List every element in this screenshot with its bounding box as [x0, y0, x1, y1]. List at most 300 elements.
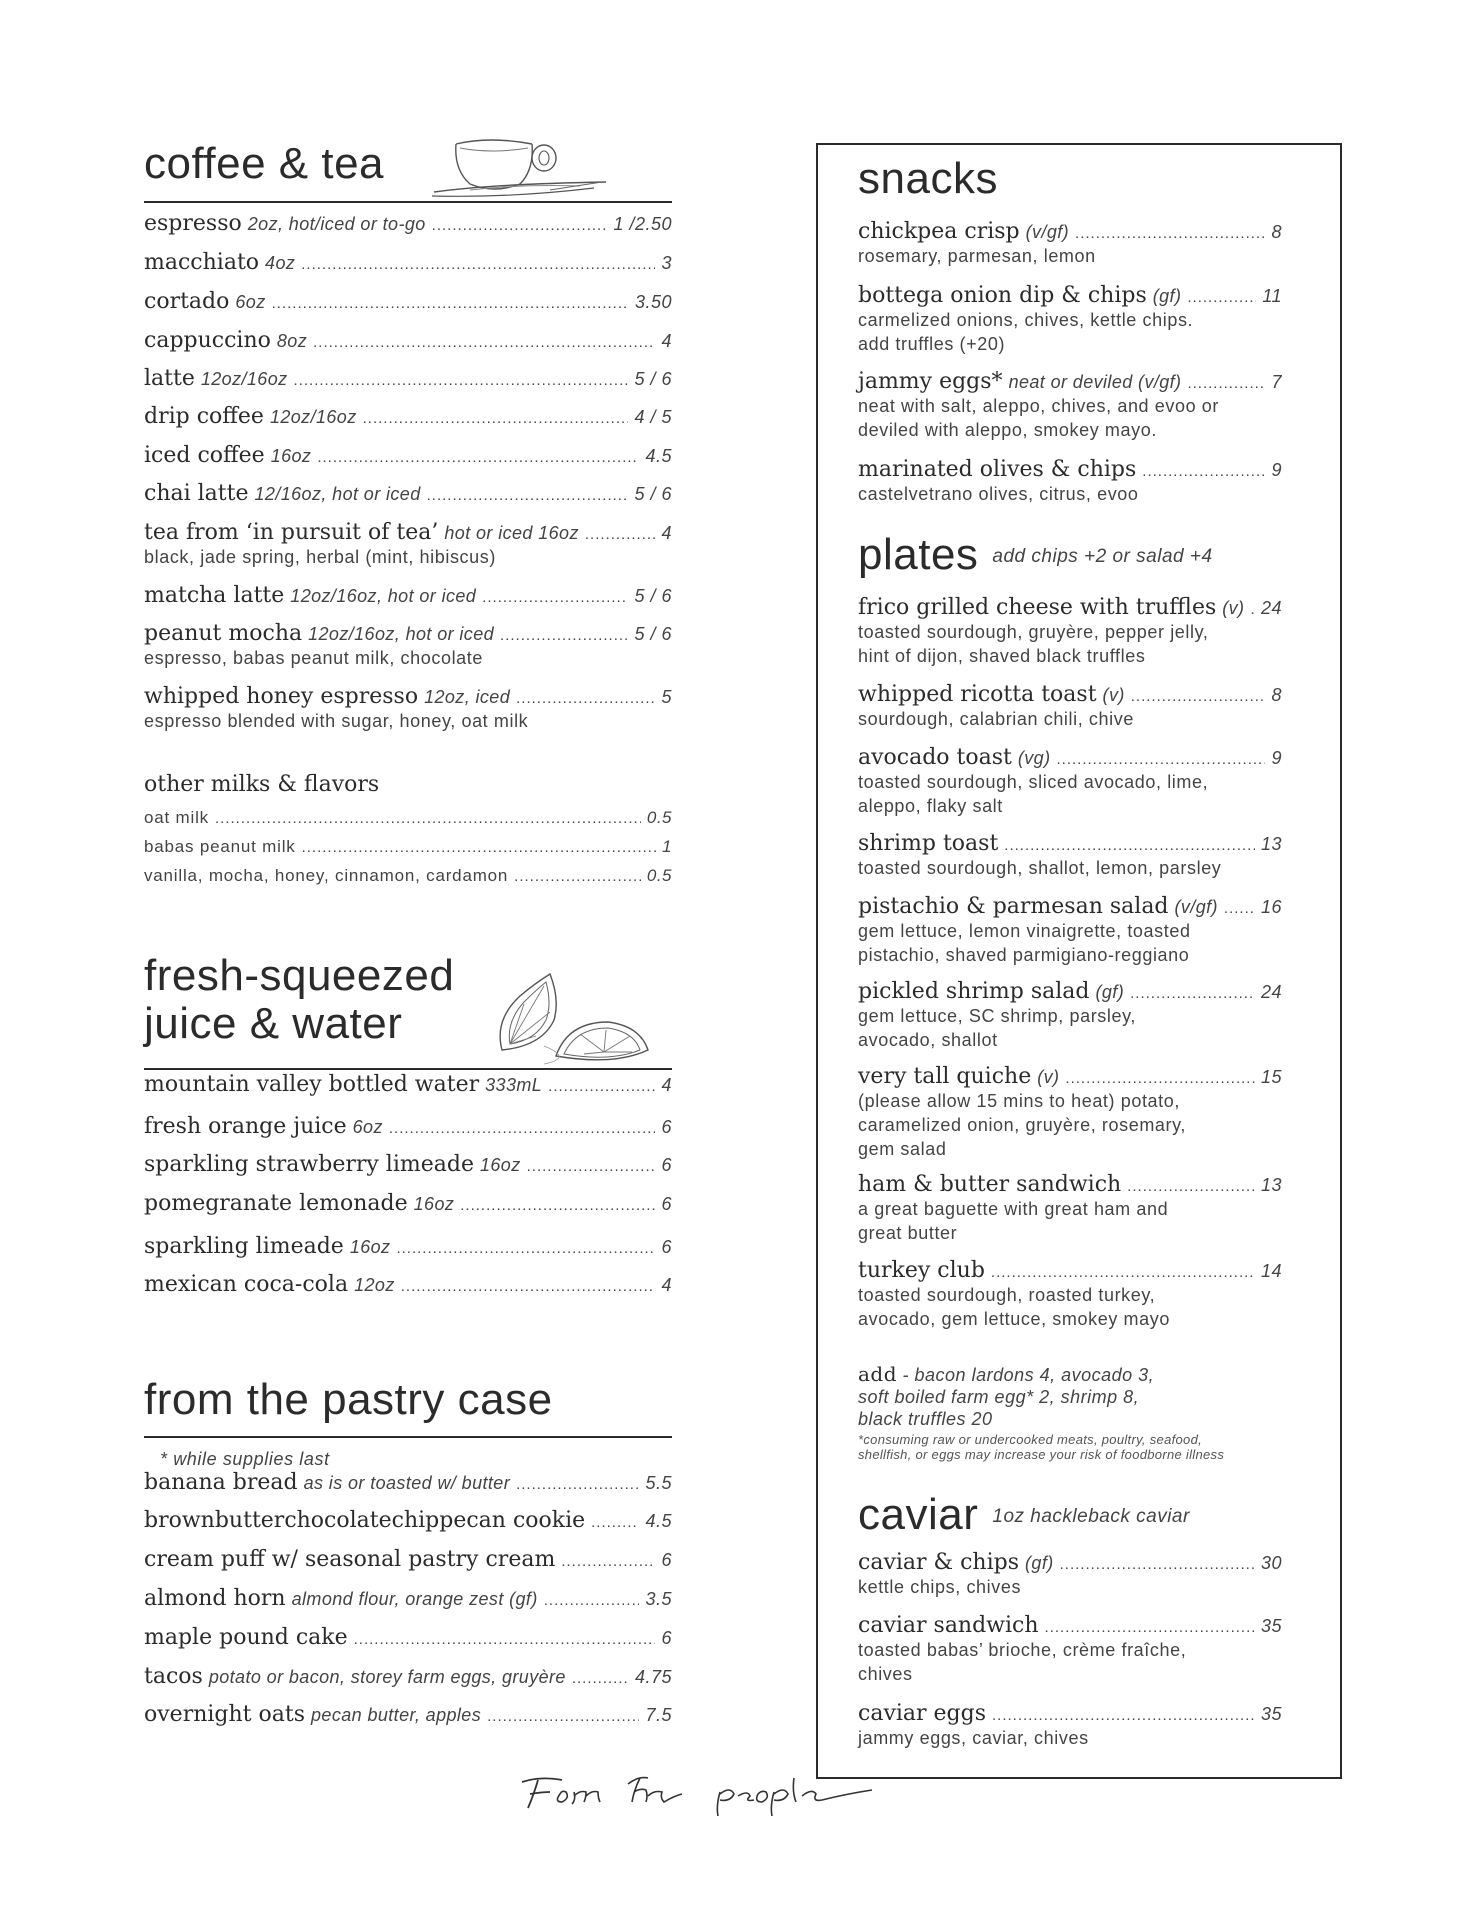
- item-price: 6: [661, 1237, 672, 1257]
- menu-item: [144, 1586, 672, 1611]
- item-note: 16oz: [479, 1155, 521, 1175]
- item-description: caramelized onion, gruyère, rosemary,: [858, 1115, 1186, 1135]
- dot-leader: [1060, 1556, 1255, 1573]
- dot-leader: [396, 1240, 655, 1257]
- item-row: [858, 979, 1282, 1004]
- dot-leader: [591, 1514, 639, 1531]
- dot-leader: [389, 1120, 656, 1137]
- item-row: [144, 1234, 672, 1259]
- menu-item: [144, 1152, 672, 1177]
- dot-leader: [302, 839, 656, 856]
- item-price: 3.50: [634, 292, 672, 312]
- menu-item: [858, 595, 1282, 668]
- coffee-tea-title: coffee & tea: [144, 139, 385, 188]
- dot-leader: [1130, 985, 1255, 1002]
- item-name: macchiato: [144, 250, 260, 275]
- dot-leader: [317, 449, 639, 466]
- item-description: toasted babas’ brioche, crème fraîche,: [858, 1640, 1187, 1660]
- menu-item: [858, 457, 1282, 506]
- menu-item: [144, 837, 672, 857]
- signature-image: [516, 1768, 976, 1818]
- item-row: [144, 866, 672, 886]
- item-price: 5 / 6: [634, 586, 672, 606]
- dot-leader: [294, 372, 629, 389]
- item-description: deviled with aleppo, smokey mayo.: [858, 420, 1157, 440]
- item-name: tea from ‘in pursuit of tea’: [144, 520, 439, 545]
- juice-rule: [144, 1068, 672, 1070]
- item-note: 12oz/16oz, hot or iced: [308, 624, 495, 644]
- menu-item: [144, 1272, 672, 1297]
- item-name: whipped honey espresso: [144, 684, 419, 709]
- item-description: carmelized onions, chives, kettle chips.: [858, 310, 1194, 330]
- menu-item: [858, 283, 1282, 356]
- other-milks-title: other milks & flavors: [144, 772, 380, 797]
- item-name: bottega onion dip & chips: [858, 283, 1147, 308]
- dot-leader: [514, 868, 641, 885]
- item-row: [144, 211, 672, 236]
- menu-item: [858, 369, 1282, 442]
- item-price: 13: [1260, 834, 1282, 854]
- dot-leader: [500, 627, 628, 644]
- item-row: [144, 1152, 672, 1177]
- item-name: avocado toast: [858, 745, 1012, 770]
- item-price: 6: [661, 1550, 672, 1570]
- dot-leader: [401, 1278, 656, 1295]
- item-description: add truffles (+20): [858, 334, 1006, 354]
- item-name: chai latte: [144, 481, 249, 506]
- dot-leader: [1127, 1178, 1255, 1195]
- item-name: whipped ricotta toast: [858, 682, 1097, 707]
- item-description: great butter: [858, 1223, 958, 1243]
- item-note: 12oz, iced: [424, 687, 511, 707]
- item-name: turkey club: [858, 1258, 985, 1283]
- dot-leader: [572, 1670, 629, 1687]
- item-name: jammy eggs*: [858, 369, 1003, 394]
- menu-item: [858, 1550, 1282, 1599]
- item-name: espresso: [144, 211, 242, 236]
- item-note: 4oz: [265, 253, 296, 273]
- snacks-title: snacks: [858, 154, 998, 203]
- item-row: [858, 1172, 1282, 1197]
- item-price: 0.5: [646, 808, 672, 827]
- item-note: 12oz/16oz: [269, 407, 357, 427]
- menu-item: [858, 1613, 1282, 1686]
- item-description: (please allow 15 mins to heat) potato,: [858, 1091, 1180, 1111]
- dot-leader: [561, 1553, 655, 1570]
- menu-item: [144, 1508, 672, 1533]
- dot-leader: [1224, 900, 1255, 917]
- dot-leader: [215, 810, 641, 827]
- item-price: 5.5: [645, 1473, 672, 1493]
- disclaimer-line2: shellfish, or eggs may increase your risk of foodborne illness: [858, 1447, 1225, 1462]
- item-row: [144, 404, 672, 429]
- item-note: 16oz: [270, 446, 312, 466]
- juice-title-line1: fresh-squeezed: [144, 951, 455, 1000]
- item-name: brownbutterchocolatechippecan cookie: [144, 1508, 586, 1533]
- add-ons-block: [858, 1363, 1298, 1462]
- item-description: avocado, gem lettuce, smokey mayo: [858, 1309, 1170, 1329]
- item-name: very tall quiche: [858, 1064, 1032, 1089]
- dot-leader: [482, 589, 628, 606]
- item-description: castelvetrano olives, citrus, evoo: [858, 484, 1139, 504]
- item-price: 4: [661, 1075, 672, 1095]
- item-description: toasted sourdough, gruyère, pepper jelly,: [858, 622, 1209, 642]
- item-description: kettle chips, chives: [858, 1577, 1022, 1597]
- item-price: 4: [661, 331, 672, 351]
- menu-item: [144, 866, 672, 886]
- menu-item: [144, 1234, 672, 1259]
- item-row: [144, 1072, 672, 1097]
- menu-item: [858, 219, 1282, 268]
- item-row: [858, 1613, 1282, 1638]
- add-ons-line2: soft boiled farm egg* 2, shrimp 8,: [858, 1387, 1140, 1407]
- dot-leader: [1187, 375, 1265, 392]
- caviar-title-text: caviar: [858, 1490, 979, 1539]
- item-note: 12oz/16oz, hot or iced: [290, 586, 477, 606]
- item-name: pomegranate lemonade: [144, 1191, 408, 1216]
- item-note: (gf): [1152, 286, 1182, 306]
- menu-item: [144, 520, 672, 569]
- item-price: 4.5: [645, 1511, 672, 1531]
- item-note: hot or iced 16oz: [444, 523, 579, 543]
- item-row: [144, 1702, 672, 1727]
- item-price: 30: [1260, 1553, 1282, 1573]
- item-description: toasted sourdough, roasted turkey,: [858, 1285, 1156, 1305]
- dot-leader: [427, 487, 629, 504]
- food-menu-box: [816, 143, 1342, 1779]
- item-price: 1: [662, 837, 672, 856]
- pastry-title: from the pastry case: [144, 1375, 553, 1424]
- dot-leader: [363, 410, 629, 427]
- dot-leader: [1004, 837, 1255, 854]
- item-name: cream puff w/ seasonal pastry cream: [144, 1547, 556, 1572]
- orange-slices-sketch-icon: [484, 966, 654, 1066]
- plates-title-text: plates: [858, 530, 979, 579]
- add-ons-line1: [858, 1363, 1298, 1386]
- item-note: 16oz: [349, 1237, 391, 1257]
- dot-leader: [487, 1708, 639, 1725]
- item-name: cappuccino: [144, 328, 271, 353]
- item-row: [144, 366, 672, 391]
- item-note: pecan butter, apples: [311, 1705, 482, 1725]
- item-name: sparkling strawberry limeade: [144, 1152, 474, 1177]
- item-description: espresso blended with sugar, honey, oat milk: [144, 711, 529, 731]
- item-name: shrimp toast: [858, 831, 999, 856]
- item-description: sourdough, calabrian chili, chive: [858, 709, 1134, 729]
- menu-item: [144, 481, 672, 506]
- menu-item: [858, 682, 1282, 731]
- item-name: overnight oats: [144, 1702, 305, 1727]
- item-name: marinated olives & chips: [858, 457, 1137, 482]
- item-description: gem lettuce, SC shrimp, parsley,: [858, 1006, 1136, 1026]
- item-row: [858, 219, 1282, 244]
- dot-leader: [1057, 751, 1266, 768]
- item-row: [144, 583, 672, 608]
- item-name: fresh orange juice: [144, 1114, 347, 1139]
- menu-item: [144, 1072, 672, 1097]
- menu-item: [858, 831, 1282, 880]
- item-name: cortado: [144, 289, 230, 314]
- item-description: jammy eggs, caviar, chives: [858, 1728, 1089, 1748]
- dot-leader: [301, 256, 655, 273]
- item-row: [144, 520, 672, 545]
- item-price: 3.5: [645, 1589, 672, 1609]
- menu-item: [144, 1702, 672, 1727]
- item-description: neat with salt, aleppo, chives, and evoo or: [858, 396, 1220, 416]
- juice-title-line2: juice & water: [144, 999, 403, 1048]
- menu-item: [858, 745, 1282, 818]
- item-note: (v/gf): [1025, 222, 1070, 242]
- item-price: 16: [1260, 897, 1282, 917]
- item-description: gem salad: [858, 1139, 947, 1159]
- item-price: 4: [661, 1275, 672, 1295]
- item-description: chives: [858, 1664, 913, 1684]
- dot-leader: [544, 1592, 640, 1609]
- dot-leader: [1187, 289, 1256, 306]
- item-note: as is or toasted w/ butter: [303, 1473, 511, 1493]
- item-price: 4 / 5: [634, 407, 672, 427]
- item-price: 9: [1271, 748, 1282, 768]
- item-row: [858, 1701, 1282, 1726]
- item-row: [858, 894, 1282, 919]
- dot-leader: [548, 1078, 655, 1095]
- coffee-cup-sketch-icon: [430, 132, 610, 204]
- item-note: (v): [1222, 598, 1245, 618]
- menu-item: [144, 211, 672, 236]
- item-name: babas peanut milk: [144, 837, 296, 856]
- menu-item: [144, 328, 672, 353]
- item-name: chickpea crisp: [858, 219, 1020, 244]
- item-note: 16oz: [413, 1194, 455, 1214]
- item-price: 6: [661, 1194, 672, 1214]
- item-note: 8oz: [276, 331, 308, 351]
- caviar-title: [858, 1491, 1190, 1541]
- item-price: 7.5: [645, 1705, 672, 1725]
- item-price: 5: [661, 687, 672, 707]
- item-price: 7: [1271, 372, 1282, 392]
- dot-leader: [516, 1476, 639, 1493]
- item-row: [858, 283, 1282, 308]
- menu-item: [144, 583, 672, 608]
- item-name: sparkling limeade: [144, 1234, 344, 1259]
- item-row: [858, 369, 1282, 394]
- item-row: [858, 595, 1282, 620]
- plates-title: [858, 531, 1213, 581]
- item-note: 12/16oz, hot or iced: [254, 484, 421, 504]
- item-name: almond horn: [144, 1586, 286, 1611]
- item-name: mountain valley bottled water: [144, 1072, 480, 1097]
- coffee-tea-rule: [144, 201, 672, 203]
- item-price: 24: [1260, 598, 1282, 618]
- item-price: 3: [661, 253, 672, 273]
- item-row: [144, 808, 672, 828]
- menu-item: [144, 1664, 672, 1689]
- item-description: a great baguette with great ham and: [858, 1199, 1169, 1219]
- menu-item: [144, 1114, 672, 1139]
- item-note: (gf): [1025, 1553, 1054, 1573]
- item-row: [144, 1191, 672, 1216]
- menu-item: [144, 684, 672, 733]
- menu-item: [858, 894, 1282, 967]
- plates-subtitle: add chips +2 or salad +4: [992, 546, 1213, 568]
- item-price: 8: [1271, 685, 1282, 705]
- item-price: 15: [1260, 1067, 1282, 1087]
- item-name: iced coffee: [144, 443, 265, 468]
- menu-item: [144, 1191, 672, 1216]
- menu-item: [144, 404, 672, 429]
- item-row: [858, 831, 1282, 856]
- item-price: 5 / 6: [634, 369, 672, 389]
- pastry-rule: [144, 1436, 672, 1438]
- item-name: vanilla, mocha, honey, cinnamon, cardamon: [144, 866, 509, 885]
- item-price: 35: [1260, 1704, 1282, 1724]
- item-note: neat or deviled (v/gf): [1008, 372, 1182, 392]
- item-note: almond flour, orange zest (gf): [291, 1589, 538, 1609]
- item-description: espresso, babas peanut milk, chocolate: [144, 648, 483, 668]
- item-row: [144, 481, 672, 506]
- item-description: avocado, shallot: [858, 1030, 998, 1050]
- menu-item: [144, 366, 672, 391]
- dot-leader: [354, 1631, 656, 1648]
- item-name: pickled shrimp salad: [858, 979, 1090, 1004]
- item-row: [144, 1470, 672, 1495]
- item-row: [144, 1664, 672, 1689]
- item-price: 6: [661, 1155, 672, 1175]
- item-price: 6: [661, 1628, 672, 1648]
- item-note: (v): [1037, 1067, 1060, 1087]
- item-row: [858, 457, 1282, 482]
- dot-leader: [1065, 1070, 1255, 1087]
- dot-leader: [992, 1707, 1255, 1724]
- menu-item: [858, 1172, 1282, 1245]
- item-row: [144, 1272, 672, 1297]
- menu-item: [144, 1625, 672, 1650]
- item-row: [144, 621, 672, 646]
- item-row: [144, 1114, 672, 1139]
- item-row: [144, 1625, 672, 1650]
- dot-leader: [272, 295, 629, 312]
- item-price: 13: [1260, 1175, 1282, 1195]
- caviar-subtitle: 1oz hackleback caviar: [992, 1506, 1190, 1528]
- item-name: frico grilled cheese with truffles: [858, 595, 1217, 620]
- item-price: 9: [1271, 460, 1282, 480]
- item-note: (v/gf): [1174, 897, 1218, 917]
- menu-item: [144, 621, 672, 670]
- item-description: black, jade spring, herbal (mint, hibiscus): [144, 547, 496, 567]
- pastry-supply-note: * while supplies last: [160, 1449, 330, 1469]
- item-row: [144, 1508, 672, 1533]
- item-row: [858, 682, 1282, 707]
- item-description: toasted sourdough, shallot, lemon, parsley: [858, 858, 1222, 878]
- item-description: toasted sourdough, sliced avocado, lime,: [858, 772, 1209, 792]
- menu-item: [144, 443, 672, 468]
- item-price: 5 / 6: [634, 484, 672, 504]
- item-note: 12oz: [354, 1275, 395, 1295]
- menu-item: [858, 1701, 1282, 1750]
- dot-leader: [460, 1197, 655, 1214]
- dot-leader: [1250, 601, 1255, 618]
- dot-leader: [432, 217, 608, 234]
- add-ons-line3: black truffles 20: [858, 1409, 993, 1429]
- item-row: [858, 1550, 1282, 1575]
- dot-leader: [313, 334, 655, 351]
- item-price: 0.5: [646, 866, 672, 885]
- dot-leader: [1045, 1619, 1255, 1636]
- item-price: 5 / 6: [634, 624, 672, 644]
- menu-item: [144, 1547, 672, 1572]
- dot-leader: [1075, 225, 1265, 242]
- menu-item: [144, 289, 672, 314]
- item-note: (v): [1102, 685, 1125, 705]
- item-row: [144, 1586, 672, 1611]
- item-price: 4: [661, 523, 672, 543]
- item-description: pistachio, shaved parmigiano-reggiano: [858, 945, 1190, 965]
- item-note: 12oz/16oz: [200, 369, 288, 389]
- item-note: (vg): [1017, 748, 1051, 768]
- item-price: 6: [661, 1117, 672, 1137]
- item-price: 35: [1260, 1616, 1282, 1636]
- disclaimer-line1: *consuming raw or undercooked meats, poultry, seafood,: [858, 1432, 1203, 1447]
- item-price: 4.75: [634, 1667, 672, 1687]
- item-name: caviar eggs: [858, 1701, 987, 1726]
- item-price: 8: [1271, 222, 1282, 242]
- item-note: 6oz: [235, 292, 266, 312]
- item-name: oat milk: [144, 808, 209, 827]
- menu-item: [144, 250, 672, 275]
- item-name: maple pound cake: [144, 1625, 348, 1650]
- item-note: 6oz: [352, 1117, 383, 1137]
- item-name: drip coffee: [144, 404, 264, 429]
- item-name: matcha latte: [144, 583, 285, 608]
- menu-item: [858, 979, 1282, 1052]
- item-name: caviar sandwich: [858, 1613, 1039, 1638]
- item-row: [144, 837, 672, 857]
- dot-leader: [991, 1264, 1255, 1281]
- menu-item: [144, 1470, 672, 1495]
- item-description: hint of dijon, shaved black truffles: [858, 646, 1146, 666]
- item-price: 24: [1260, 982, 1282, 1002]
- dot-leader: [516, 690, 655, 707]
- item-description: gem lettuce, lemon vinaigrette, toasted: [858, 921, 1191, 941]
- item-name: banana bread: [144, 1470, 298, 1495]
- item-name: pistachio & parmesan salad: [858, 894, 1169, 919]
- item-price: 11: [1262, 286, 1282, 306]
- menu-item: [858, 1258, 1282, 1331]
- item-row: [858, 1064, 1282, 1089]
- item-row: [144, 684, 672, 709]
- item-name: latte: [144, 366, 195, 391]
- dot-leader: [585, 526, 656, 543]
- item-description: rosemary, parmesan, lemon: [858, 246, 1096, 266]
- item-row: [858, 745, 1282, 770]
- item-row: [144, 289, 672, 314]
- item-row: [144, 250, 672, 275]
- item-note: (gf): [1095, 982, 1125, 1002]
- item-row: [144, 1547, 672, 1572]
- item-description: aleppo, flaky salt: [858, 796, 1003, 816]
- item-note: 2oz, hot/iced or to-go: [247, 214, 426, 234]
- item-name: ham & butter sandwich: [858, 1172, 1122, 1197]
- menu-item: [858, 1064, 1282, 1161]
- item-price: 14: [1260, 1261, 1282, 1281]
- item-price: 4.5: [645, 446, 672, 466]
- dot-leader: [1142, 463, 1265, 480]
- item-name: mexican coca-cola: [144, 1272, 349, 1297]
- add-word: add: [858, 1362, 898, 1386]
- add-ons-text1: - bacon lardons 4, avocado 3,: [897, 1365, 1155, 1385]
- item-note: potato or bacon, storey farm eggs, gruyère: [208, 1667, 566, 1687]
- item-row: [144, 443, 672, 468]
